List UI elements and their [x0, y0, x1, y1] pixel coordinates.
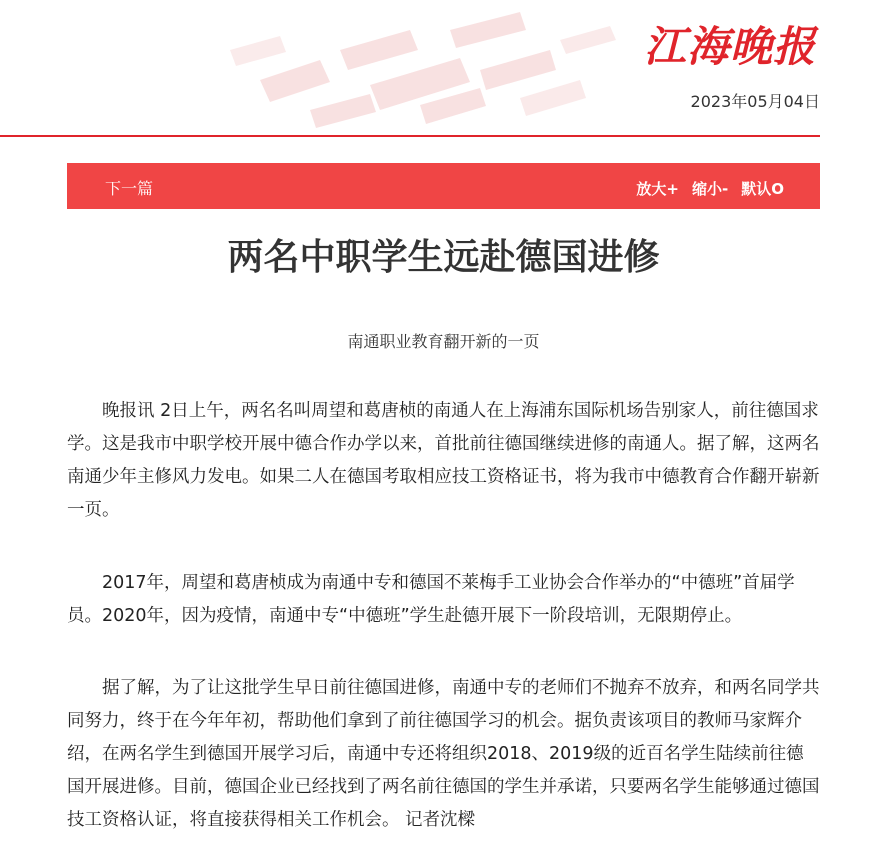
zoom-default-button[interactable]: 默认O	[741, 180, 784, 198]
next-article-link[interactable]: 下一篇	[105, 179, 154, 198]
article-paragraph: 晚报讯 2日上午，两名名叫周望和葛唐桢的南通人在上海浦东国际机场告别家人，前往德国求学。这是我市中职学校开展中德合作办学以来，首批前往德国继续进修的南通人。据了解，这两名南通少年主修风力发电。如果二人在德国考取相应技工资格证书，将为我市中德教育合作翻开崭新一页。	[67, 401, 820, 520]
decorative-banner-graphic	[220, 10, 620, 130]
newspaper-logo: 江海晚报	[643, 22, 816, 71]
page-header	[0, 0, 878, 140]
article-subtitle: 南通职业教育翻开新的一页	[347, 332, 540, 351]
font-size-controls	[636, 178, 784, 199]
header-divider	[0, 135, 820, 137]
article-paragraph: 2017年，周望和葛唐桢成为南通中专和德国不莱梅手工业协会合作举办的“中德班”首届学员。2020年，因为疫情，南通中专“中德班”学生赴德开展下一阶段培训，无限期停止。	[67, 573, 795, 626]
article-title: 两名中职学生远赴德国进修	[227, 237, 660, 278]
article-paragraph: 据了解，为了让这批学生早日前往德国进修，南通中专的老师们不抛弃不放弃，和两名同学共同努力，终于在今年年初，帮助他们拿到了前往德国学习的机会。据负责该项目的教师马家辉介绍，在两名学生到德国开展学习后，南通中专还将组织2018、2019级的近百名学生陆续前往德国开展进修。目前，德国企业已经找到了两名前往德国的学生并承诺，只要两名学生能够通过德国技工资格认证，将直接获得相关工作机会。 记者沈樑	[67, 678, 820, 830]
zoom-in-button[interactable]: 放大+	[636, 180, 679, 198]
issue-date: 2023年05月04日	[690, 92, 820, 111]
zoom-out-button[interactable]: 缩小-	[692, 180, 729, 198]
article-toolbar	[67, 163, 820, 209]
